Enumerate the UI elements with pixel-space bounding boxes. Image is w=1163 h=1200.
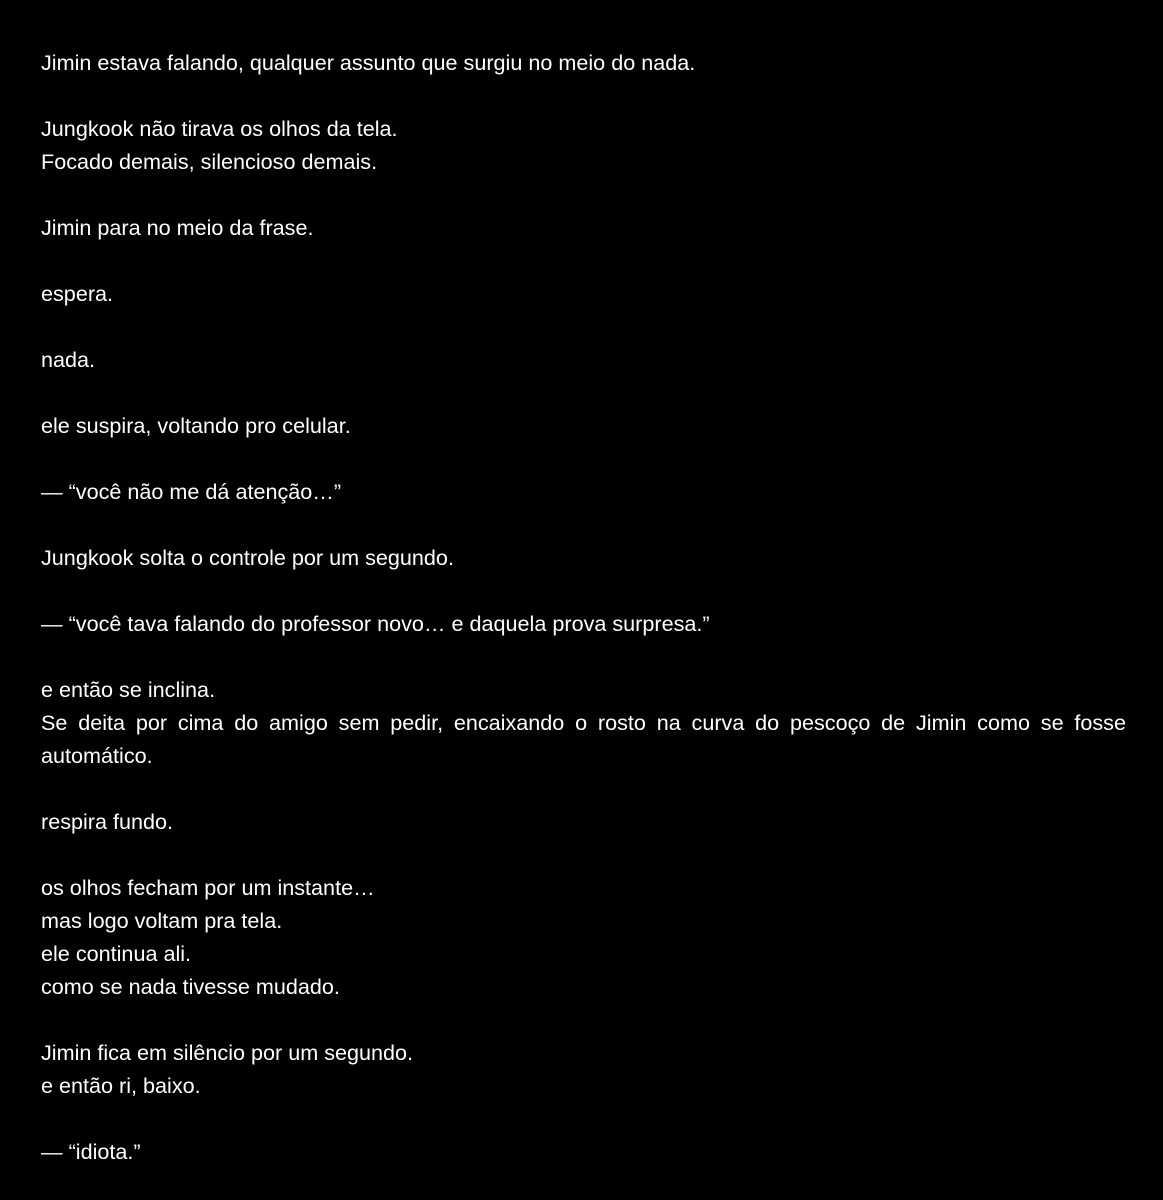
dialogue-line: — “idiota.”	[41, 1139, 141, 1164]
paragraph-gap	[41, 442, 1126, 475]
story-line: ele continua ali.	[41, 941, 192, 966]
paragraph-gap	[41, 376, 1126, 409]
paragraph-gap	[41, 1102, 1126, 1135]
paragraph-gap	[41, 508, 1126, 541]
paragraph-gap	[41, 574, 1126, 607]
story-line: Jimin estava falando, qualquer assunto que surgiu no meio do nada.	[41, 50, 696, 75]
story-line: ele suspira, voltando pro celular.	[41, 413, 351, 438]
story-line: Focado demais, silencioso demais.	[41, 149, 378, 174]
story-line: respira fundo.	[41, 809, 174, 834]
story-line: e então se inclina.	[41, 677, 216, 702]
paragraph-gap	[41, 1003, 1126, 1036]
paragraph-gap	[41, 640, 1126, 673]
story-line: e então ri, baixo.	[41, 1073, 201, 1098]
paragraph-gap	[41, 244, 1126, 277]
dialogue-line: — “você não me dá atenção…”	[41, 479, 342, 504]
dialogue-line: — “você tava falando do professor novo… e daquela prova surpresa.”	[41, 611, 710, 636]
paragraph-gap	[41, 79, 1126, 112]
story-text	[41, 46, 1126, 1168]
paragraph-gap	[41, 838, 1126, 871]
story-line: mas logo voltam pra tela.	[41, 908, 283, 933]
story-line: Jimin fica em silêncio por um segundo.	[41, 1040, 414, 1065]
story-line: Jungkook solta o controle por um segundo.	[41, 545, 454, 570]
story-line: espera.	[41, 281, 114, 306]
paragraph-gap	[41, 178, 1126, 211]
story-line: Jimin para no meio da frase.	[41, 215, 314, 240]
story-line: Jungkook não tirava os olhos da tela.	[41, 116, 398, 141]
story-line: Se deita por cima do amigo sem pedir, encaixando o rosto na curva do pescoço de Jimin como se fosse automático.	[41, 710, 1126, 768]
paragraph-gap	[41, 772, 1126, 805]
story-line: como se nada tivesse mudado.	[41, 974, 340, 999]
story-line: nada.	[41, 347, 96, 372]
paragraph-gap	[41, 310, 1126, 343]
story-line: os olhos fecham por um instante…	[41, 875, 375, 900]
